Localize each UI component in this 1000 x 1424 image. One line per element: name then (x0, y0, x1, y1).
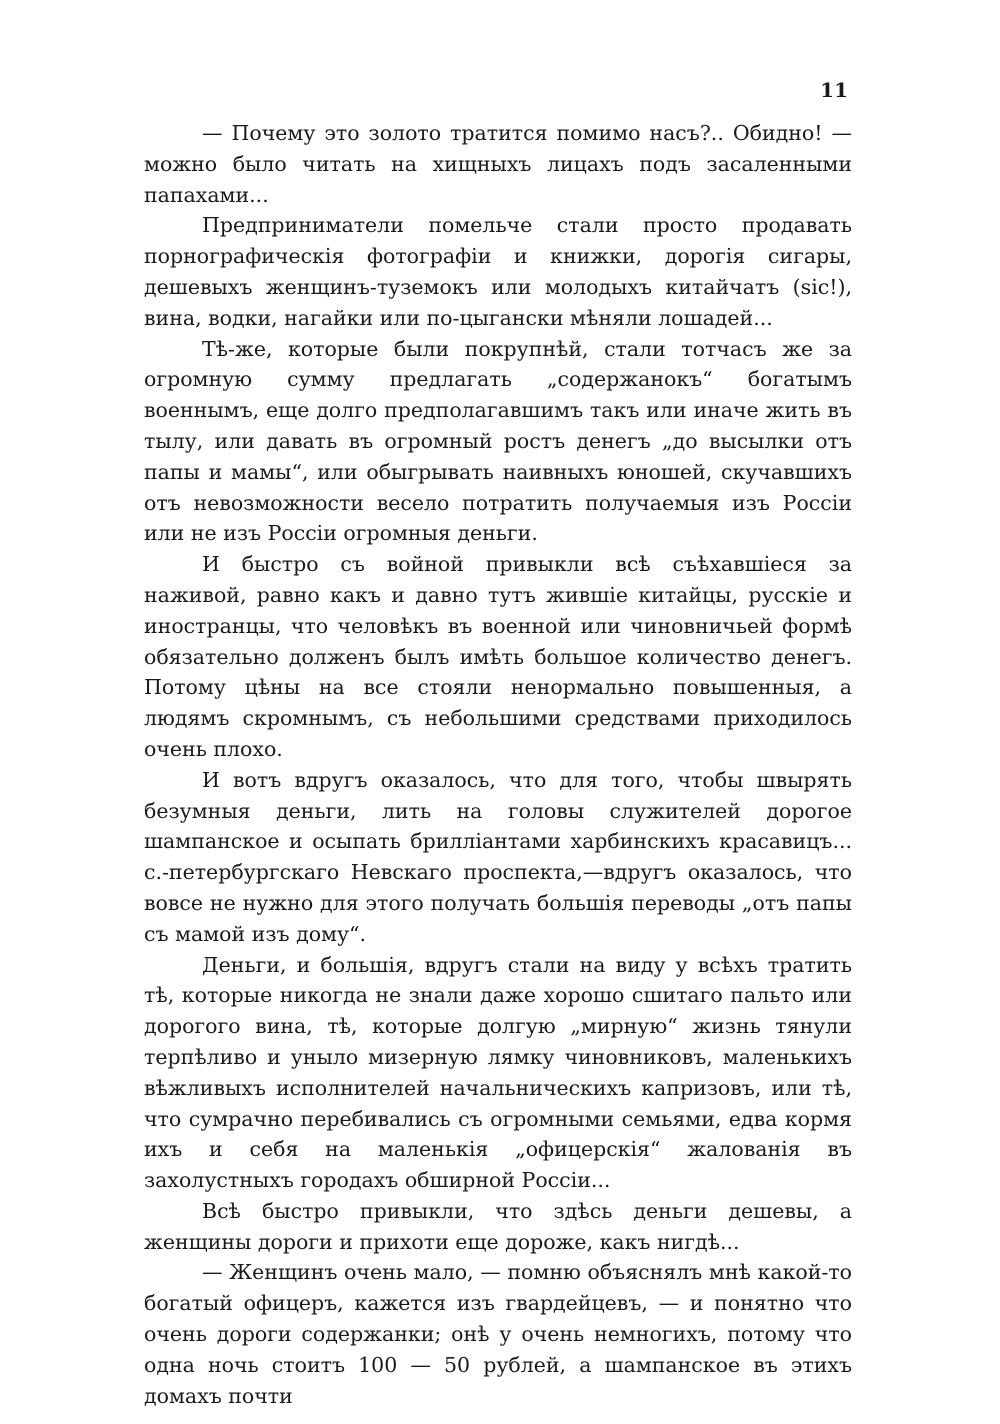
paragraph: И вотъ вдругъ оказалось, что для того, чтобы швырять безумныя деньги, лить на головы служителей дорогое шампанское и осыпать бриллiантами харбинскихъ красавицъ... с.-петербургскаго Невскаго проспекта,—вдругъ оказалось, что вовсе не нужно для этого получать большія переводы „отъ папы съ мамой изъ дому“. (144, 767, 852, 946)
paragraph: Всѣ быстро привыкли, что здѣсь деньги дешевы, а женщины дороги и прихоти еще дороже, какъ нигдѣ... (144, 1198, 852, 1254)
paragraph: Предприниматели помельче стали просто продавать порнографическія фотографіи и книжки, дорогія сигары, дешевыхъ женщинъ-туземокъ или молодыхъ китайчатъ (sic!), вина, водки, нагайки или по-цыгански мѣняли лошадей... (144, 213, 852, 330)
paragraph: Тѣ-же, которые были покрупнѣй, стали тотчасъ же за огромную сумму предлагать „содержанокъ“ богатымъ военнымъ, еще долго предполагавшимъ такъ или иначе жить въ тылу, или давать въ огромный ростъ денегъ „до высылки отъ папы и мамы“, или обыгрывать наивныхъ юношей, скучавшихъ отъ невозможности весело потратить получаемыя изъ Россіи или не изъ Россіи огромныя деньги. (144, 336, 852, 546)
paragraph: Деньги, и большія, вдругъ стали на виду у всѣхъ тратить тѣ, которые никогда не знали даже хорошо сшитаго пальто или дорогого вина, тѣ, которые долгую „мирную“ жизнь тянули терпѣливо и уныло мизерную лямку чиновниковъ, маленькихъ вѣжливыхъ исполнителей начальническихъ капризовъ, или тѣ, что сумрачно перебивались съ огромными семьями, едва кормя ихъ и себя на маленькія „офицерскія“ жалованія въ захолустныхъ городахъ обширной Россіи... (144, 952, 852, 1193)
paragraph: — Женщинъ очень мало, — помню объяснялъ мнѣ какой-то богатый офицеръ, кажется изъ гвардейцевъ, — и понятно что очень дороги содержанки; онѣ у очень немногихъ, потому что одна ночь стоитъ 100 — 50 рублей, а шампанское въ этихъ домахъ почти (144, 1260, 852, 1408)
page-number: 11 (820, 78, 848, 102)
paragraph: — Почему это золото тратится помимо насъ?.. Обидно! — можно было читать на хищныхъ лицахъ подъ засаленными папахами... (144, 121, 852, 207)
paragraph: И быстро съ войной привыкли всѣ съѣхавшіеся за наживой, равно какъ и давно тутъ жившіе китайцы, русскіе и иностранцы, что человѣкъ въ военной или чиновничьей формѣ обязательно долженъ былъ имѣть большое количество денегъ. Потому цѣны на все стояли ненормально повышенныя, а людямъ скромнымъ, съ небольшими средствами приходилось очень плохо. (144, 552, 852, 761)
body-text (144, 118, 852, 1411)
